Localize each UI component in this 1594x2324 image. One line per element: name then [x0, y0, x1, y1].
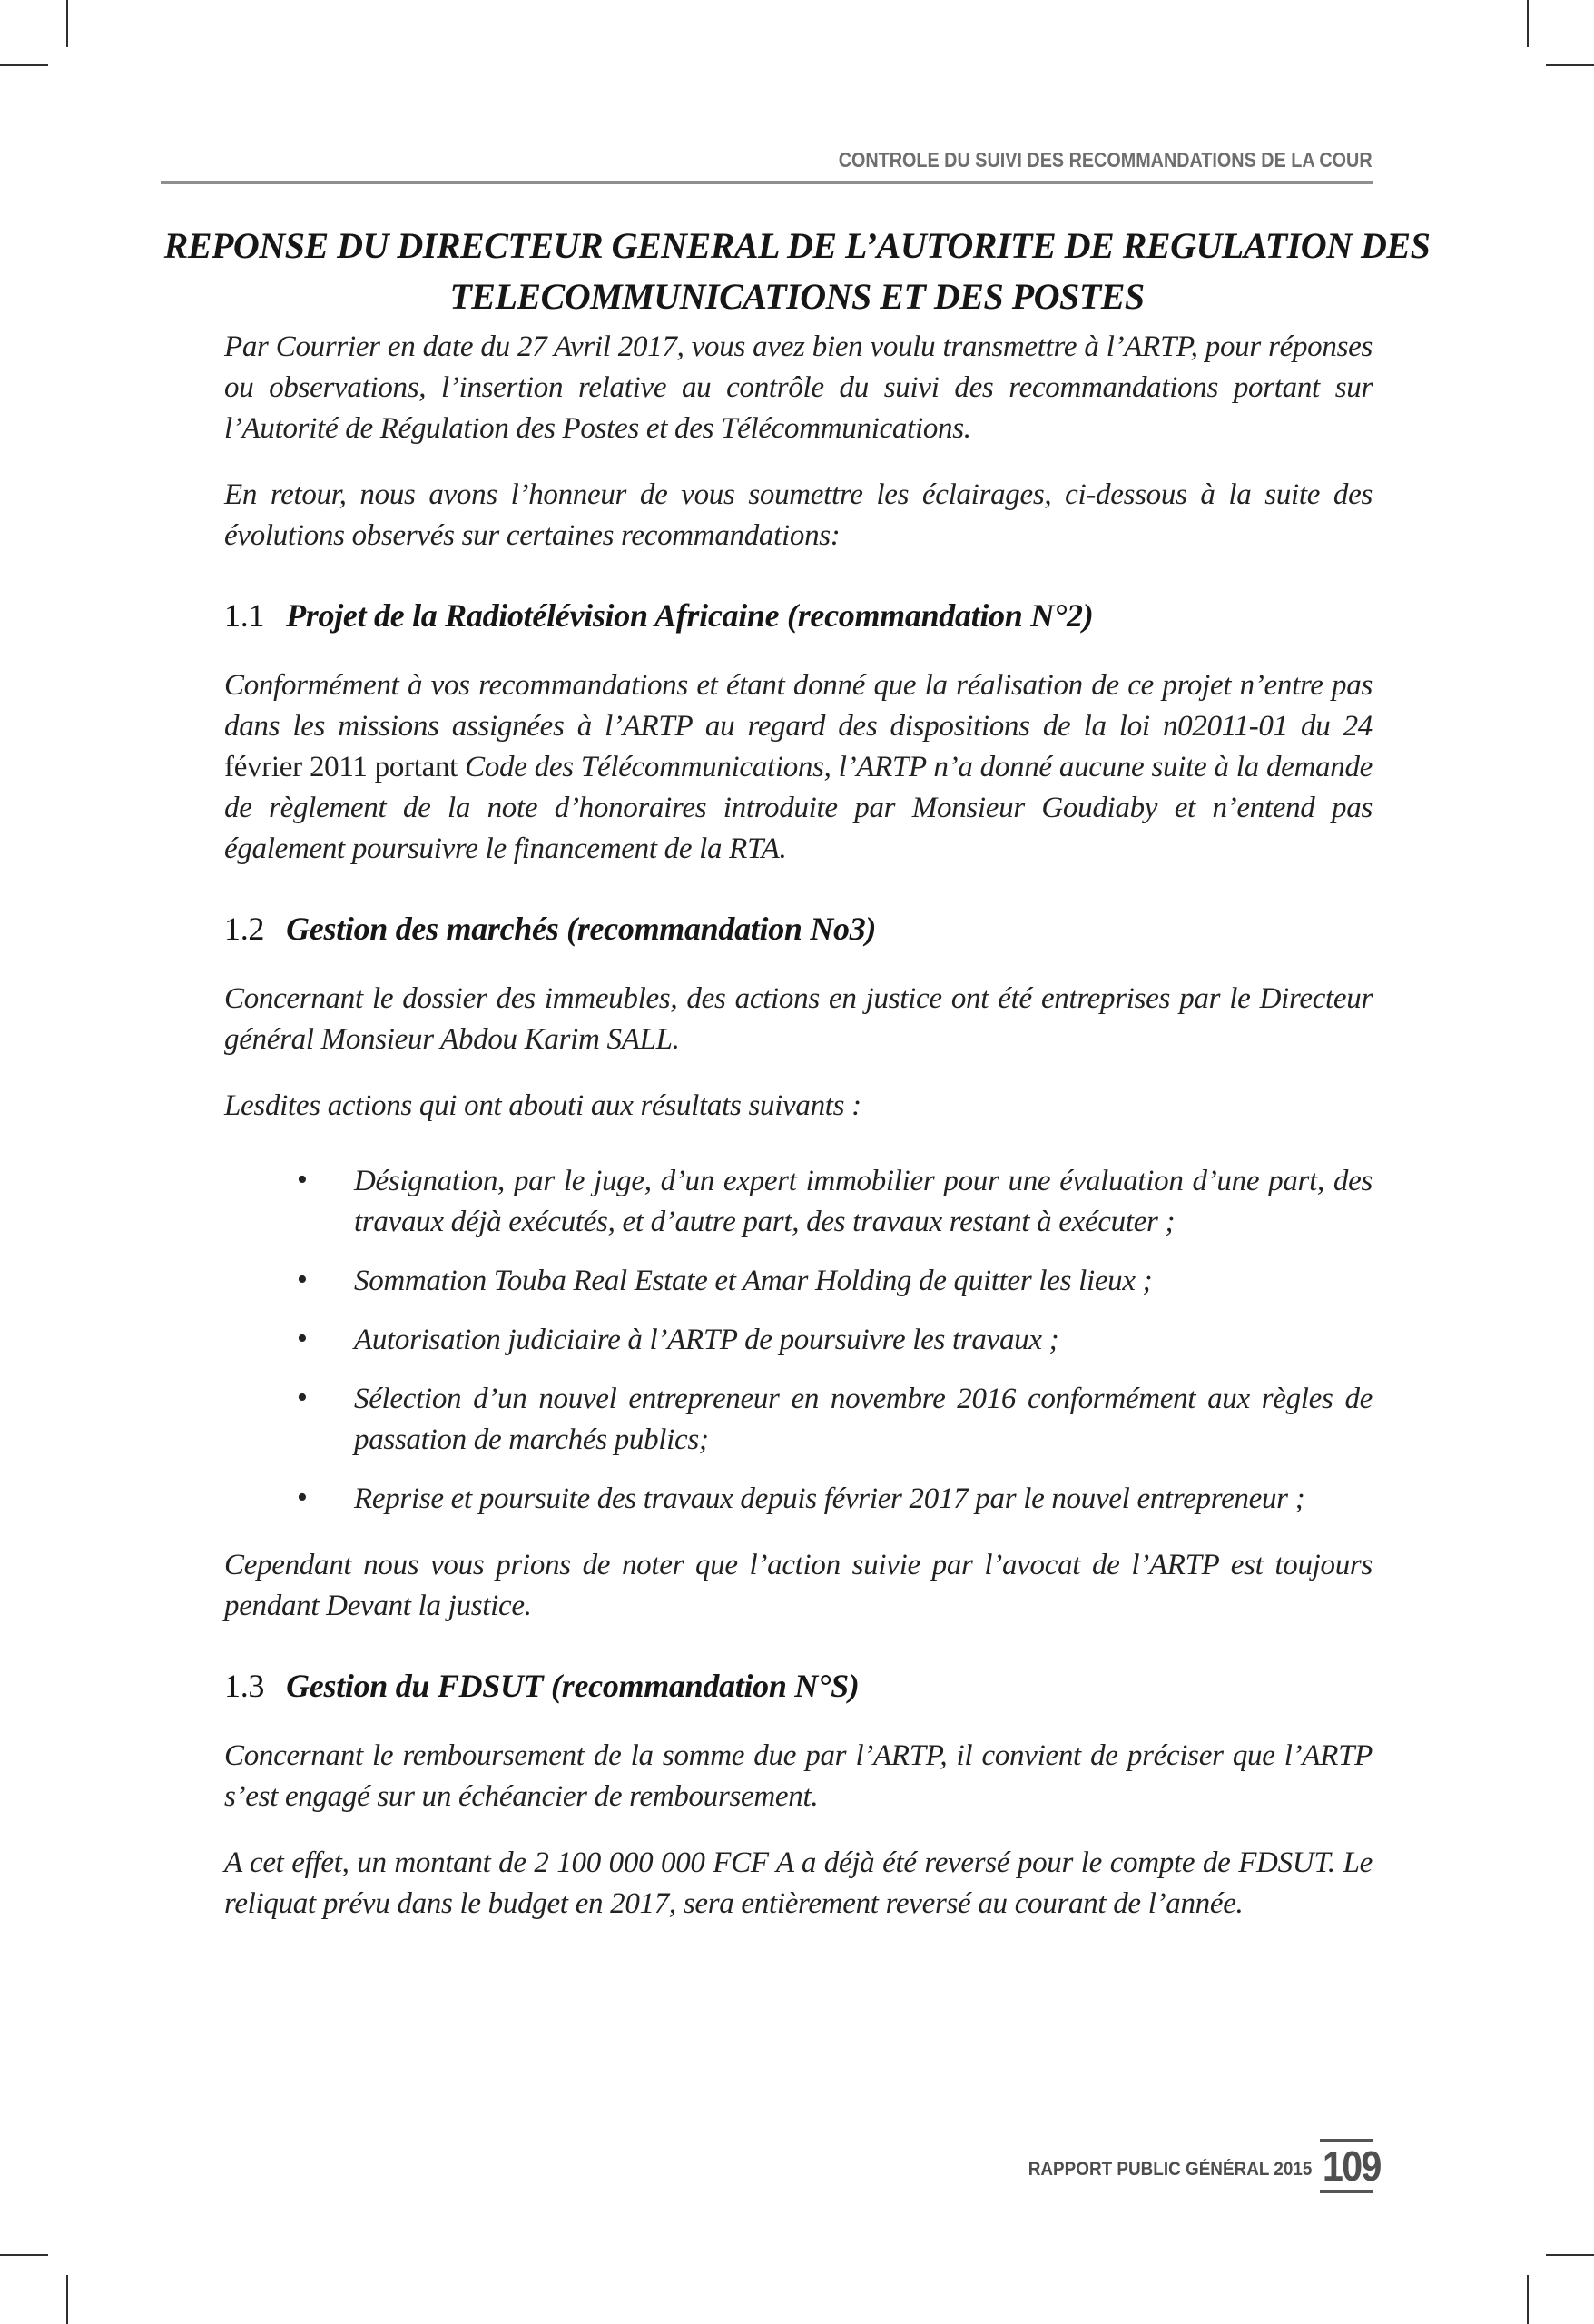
- crop-mark-top-left-horizontal: [0, 64, 48, 66]
- bullet-text: Sommation Touba Real Estate et Amar Holding de quitter les lieux ;: [354, 1265, 1153, 1297]
- document-title: [127, 221, 1467, 322]
- paragraph: [224, 1843, 1373, 1925]
- crop-mark-bottom-left-vertical: [66, 2275, 68, 2324]
- section-number: 1.3: [224, 1668, 265, 1704]
- document-body: [224, 327, 1373, 1950]
- footer-report-label: RAPPORT PUBLIC GÉNÉRAL 2015: [1028, 2159, 1312, 2180]
- document-title-line-1: REPONSE DU DIRECTEUR GENERAL DE L’AUTORITE DE REGULATION DES: [163, 225, 1431, 266]
- paragraph: [224, 1545, 1373, 1627]
- paragraph: [224, 665, 1373, 870]
- page-number-rule-bottom: [1320, 2190, 1373, 2193]
- section-number: 1.2: [224, 911, 265, 947]
- text-segment: Lesdites actions qui ont abouti aux résultats suivants :: [224, 1089, 861, 1122]
- paragraph: [224, 327, 1373, 449]
- header-rule: [161, 181, 1373, 184]
- text-segment: Par Courrier en date du 27 Avril 2017, vous avez bien voulu transmettre à l’ARTP, pour réponses ou observations, l’insertion relative au contrôle du suivi des recommandations portant sur l’Autorité de Régulation des Postes et des Télécommunications.: [224, 330, 1373, 445]
- section-number: 1.1: [224, 597, 265, 634]
- list-item: [297, 1161, 1373, 1243]
- crop-mark-bottom-right-vertical: [1527, 2275, 1529, 2324]
- bullet-text: Désignation, par le juge, d’un expert immobilier pour une évaluation d’une part, des travaux déjà exécutés, et d’autre part, des travaux restant à exécuter ;: [354, 1165, 1373, 1238]
- bullet-icon: •: [297, 1263, 308, 1296]
- paragraph: [224, 1736, 1373, 1817]
- text-segment: février 2011 portant: [224, 751, 466, 783]
- crop-mark-top-right-vertical: [1527, 0, 1529, 47]
- paragraph: [224, 475, 1373, 556]
- crop-mark-top-right-horizontal: [1546, 64, 1594, 66]
- text-segment: Cependant nous vous prions de noter que l’action suivie par l’avocat de l’ARTP est toujours pendant Devant la justice.: [224, 1549, 1373, 1622]
- page-number: 109: [1322, 2142, 1381, 2190]
- bullet-icon: •: [297, 1481, 308, 1514]
- text-segment: Code des Télécommunications, l’ARTP n’a donné aucune suite à la demande de règlement de la note d’honoraires introduite par Monsieur Goudiaby et n’entend pas également poursuivre le financement de la RTA.: [224, 751, 1373, 865]
- text-segment: Concernant le remboursement de la somme due par l’ARTP, il convient de préciser que l’ARTP s’est engagé sur un échéancier de remboursement.: [224, 1739, 1373, 1813]
- running-head: CONTROLE DU SUIVI DES RECOMMANDATIONS DE LA COUR: [839, 148, 1373, 172]
- text-segment: A cet effet, un montant de 2 100 000 000 FCF A a déjà été reversé pour le compte de FDSUT. Le reliquat prévu dans le budget en 2017, sera entièrement reversé au courant de l’année.: [224, 1846, 1373, 1920]
- list-item: [297, 1320, 1373, 1361]
- crop-mark-top-left-vertical: [66, 0, 68, 47]
- section-title: Gestion des marchés (recommandation No3): [286, 911, 877, 947]
- section-heading: [224, 595, 1373, 636]
- document-title-line-2: TELECOMMUNICATIONS ET DES POSTES: [449, 276, 1145, 317]
- bullet-icon: •: [297, 1381, 308, 1414]
- bullet-text: Sélection d’un nouvel entrepreneur en novembre 2016 conformément aux règles de passation de marchés publics;: [354, 1383, 1373, 1456]
- page-number-badge: [1320, 2139, 1381, 2193]
- bullet-text: Reprise et poursuite des travaux depuis février 2017 par le nouvel entrepreneur ;: [354, 1482, 1305, 1515]
- crop-mark-bottom-left-horizontal: [0, 2254, 48, 2256]
- section-heading: [224, 908, 1373, 950]
- list-item: [297, 1261, 1373, 1302]
- text-segment: Concernant le dossier des immeubles, des actions en justice ont été entreprises par le Directeur général Monsieur Abdou Karim SALL.: [224, 982, 1373, 1056]
- list-item: [297, 1479, 1373, 1520]
- paragraph: [224, 1086, 1373, 1127]
- bullet-text: Autorisation judiciaire à l’ARTP de poursuivre les travaux ;: [354, 1324, 1059, 1356]
- bullet-icon: •: [297, 1322, 308, 1355]
- list-item: [297, 1379, 1373, 1461]
- text-segment: En retour, nous avons l’honneur de vous soumettre les éclairages, ci-dessous à la suite des évolutions observés sur certaines recommandations:: [224, 478, 1373, 552]
- section-title: Gestion du FDSUT (recommandation N°S): [286, 1668, 860, 1704]
- bullet-list: [224, 1161, 1373, 1520]
- section-title: Projet de la Radiotélévision Africaine (recommandation N°2): [286, 597, 1094, 634]
- section-heading: [224, 1665, 1373, 1707]
- text-segment: Conformément à vos recommandations et étant donné que la réalisation de ce projet n’entre pas dans les missions assignées à l’ARTP au regard des dispositions de la loi n02011-01 du 24: [224, 669, 1373, 743]
- crop-mark-bottom-right-horizontal: [1546, 2254, 1594, 2256]
- bullet-icon: •: [297, 1163, 308, 1196]
- paragraph: [224, 979, 1373, 1060]
